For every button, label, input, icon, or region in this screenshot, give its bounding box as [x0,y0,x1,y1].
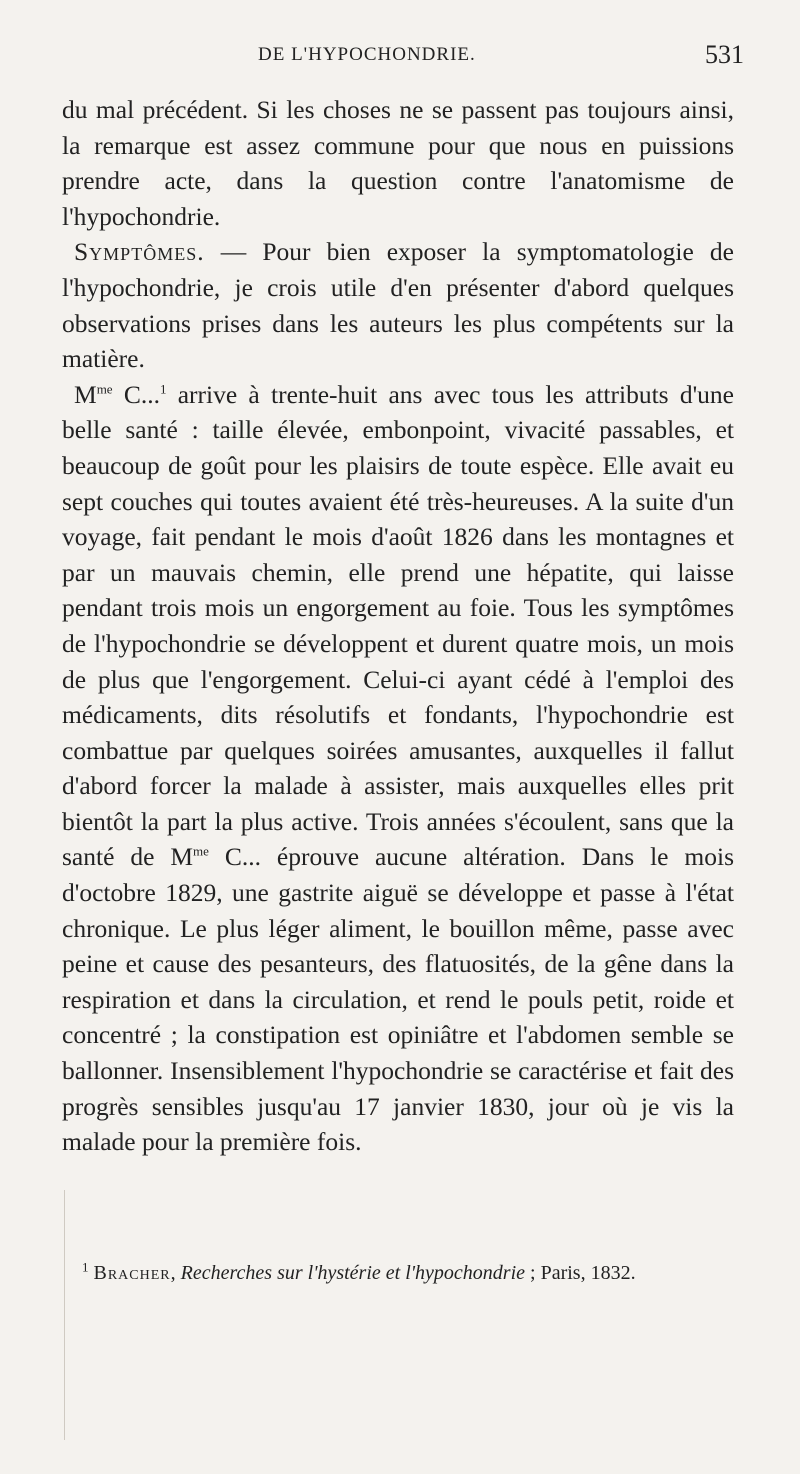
paragraph-1: du mal précédent. Si les choses ne se passent pas toujours ainsi, la remarque est assez commune pour que nous en puissions prendre acte, dans la question contre l'anatomisme de l'hypochondrie. [62,95,734,231]
paragraph-2-text: — Pour bien exposer la symptomatologie de l'hypochondrie, je crois utile d'en présenter d'abord quelques observations prises dans les auteurs les plus compétents sur la matière. [62,237,734,374]
footnote-rest: ; Paris, 1832. [525,1262,636,1284]
patient-initial: C... [112,379,160,409]
running-head: DE L'HYPOCHONDRIE. [258,44,476,65]
footnote-author: Bracher [93,1262,171,1284]
footnote: $^1$ Bracher, Recherches sur l'hystérie et l'hypochondrie ; Paris, 1832. [82,1259,636,1284]
paragraph-3-text-b: C... éprouve aucune altération. Dans le mois d'octobre 1829, une gastrite aiguë se développe et passe à l'état chronique. Le plus léger aliment, le bouillon même, passe avec peine et cause des pesanteurs, des flatuosités, de la gêne dans la respiration et dans la circulation, et rend le pouls petit, roide et concentré ; la constipation est opiniâtre et l'abdomen semble se ballonner. Insensiblement l'hypochondrie se caractérise et fait des progrès sensibles jusqu'au 17 janvier 1830, jour où je vis la malade pour la première fois. [62,842,734,1157]
body-text [62,92,734,1160]
paragraph-3 [62,377,734,1160]
footnote-ref: 1 [159,381,167,397]
page-header [258,40,744,72]
paragraph-2 [62,234,734,376]
page-number: 531 [705,40,744,69]
footnote-marker: 1 [82,1259,89,1275]
abbr-m: M [74,379,97,409]
abbr-me-2: me [193,843,209,859]
paragraph-3-text-a: arrive à trente-huit ans avec tous les attributs d'une belle santé : taille élevée, embonpoint, vivacité passables, et beaucoup de goût pour les plaisirs de toute espèce. Elle avait eu sept couches qui toutes avaient été très-heureuses. A la suite d'un voyage, fait pendant le mois d'août 1826 dans les montagnes et par un mauvais chemin, elle prend une hépatite, qui laisse pendant trois mois un engorgement au foie. Tous les symptômes de l'hypochondrie se développent et durent quatre mois, un mois de plus que l'engorgement. Celui-ci ayant cédé à l'emploi des médicaments, dits résolutifs et fondants, l'hypochondrie est combattue par quelques soirées amusantes, auxquelles il fallut d'abord forcer la malade à assister, mais auxquelles elles prit bientôt la part la plus active. Trois années s'écoulent, sans que la santé de M [62,379,734,872]
abbr-me: me [96,381,113,397]
footnote-title: Recherches sur l'hystérie et l'hypochondrie [180,1262,526,1284]
page-crease [64,1190,65,1440]
section-heading-symptomes: Symptômes. [74,237,205,267]
